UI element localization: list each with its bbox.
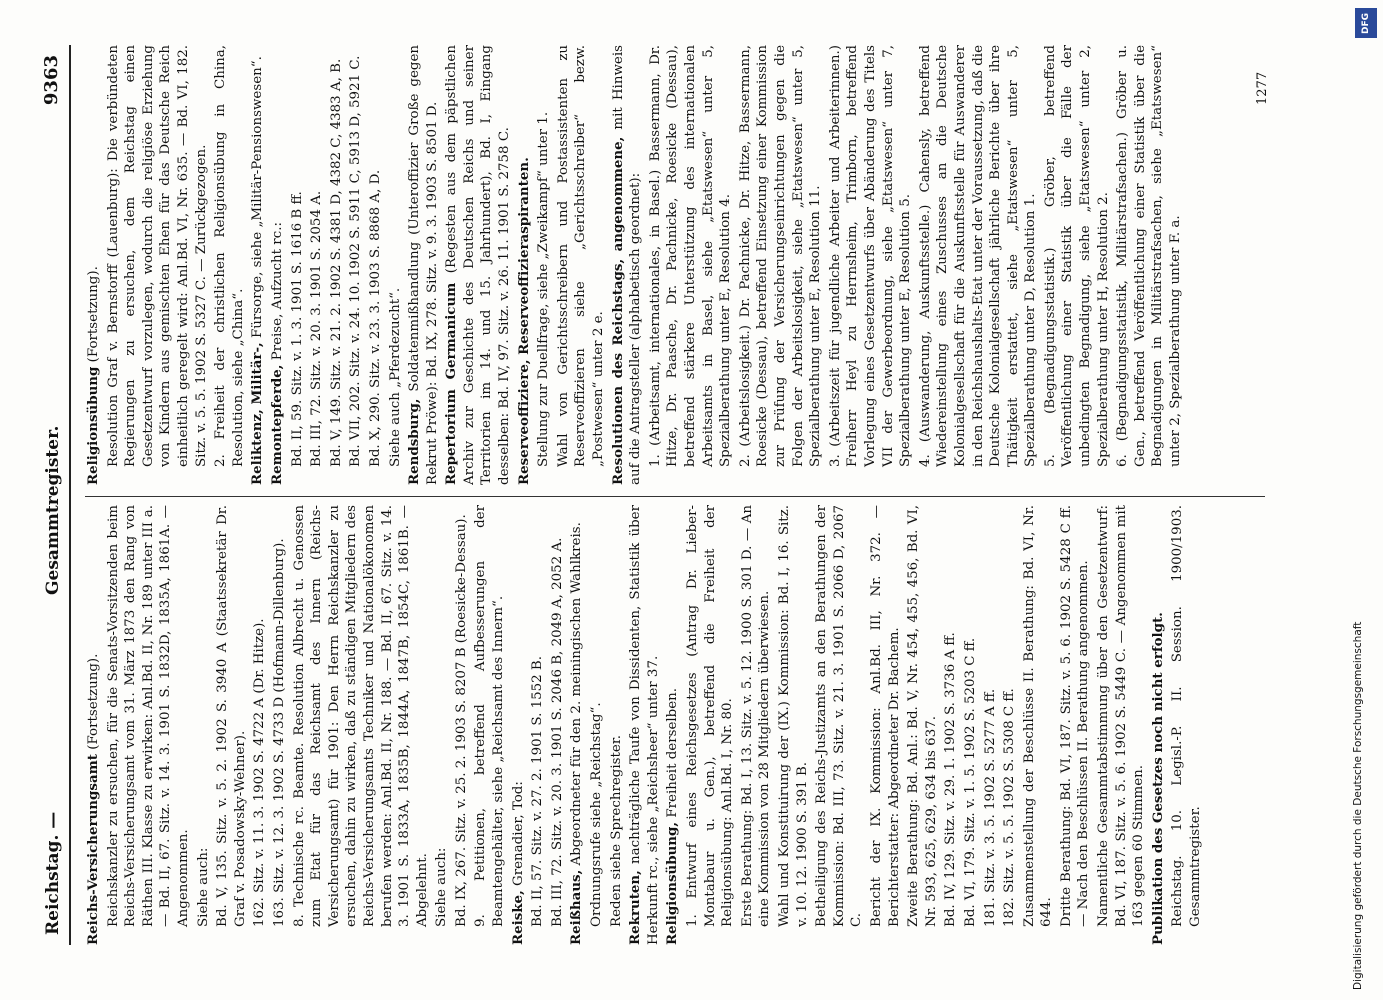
- right-column-entry: Siehe auch „Pferdezucht“.: [387, 287, 403, 467]
- left-column-entry: Zusammenstellung der Beschlüsse II. Berathung: Bd. VI, Nr. 644.: [1021, 505, 1055, 927]
- right-column-entry: Stellung zur Duellfrage, siehe „Zweikampf“ unter 1.: [536, 111, 552, 467]
- left-column-entry: 163. Sitz. v. 12. 3. 1902 S. 4733 D (Hofmann-Dillenburg).: [271, 538, 287, 927]
- entry-heading-rest: Fürsorge, siehe „Militär-Pensionswesen“.: [250, 56, 266, 343]
- header-title: Gesammtregister.: [43, 425, 63, 595]
- header-left: Reichstag. —: [43, 811, 63, 935]
- left-column-entry: Wahl und Konstituirung der (IX.) Kommission: Bd. I, 16. Sitz. v. 10. 12. 1900 S. 391 B.: [776, 505, 810, 927]
- left-column-entry: [85, 505, 103, 945]
- left-column-entry: Erste Berathung: Bd. I, 13. Sitz. v. 5. 12. 1900 S. 301 D. — An eine Kommission von 28 Mitgliedern überwiesen.: [739, 505, 773, 927]
- entry-heading-rest: nachträgliche Taufe von Dissidenten, Statistik über Herkunft rc., siehe „Reichsheer“ unter 37.: [628, 505, 661, 945]
- right-column-entry: Resolution Graf v. Bernstorff (Lauenburg): Die verbündeten Regierungen zu ersuchen, dem Reichstag einen Gesetzentwurf vorzulegen, wodurch die religiöse Erziehung von Kindern aus gemischten Ehen für das Deutsche Reich einheitlich geregelt wird: Anl.Bd. VI, Nr. 635. — Bd. VI, 182. Sitz. v. 5. 5. 1902 S. 5327 C. — Zurückgezogen.: [105, 45, 209, 467]
- left-column-entry: Ordnungsrufe siehe „Reichstag“.: [589, 702, 605, 927]
- left-column-entry: Bd. IX, 267. Sitz. v. 25. 2. 1903 S. 8207 B (Roesicke-Dessau).: [453, 514, 469, 927]
- left-column-entry: Bericht der IX. Kommission: Anl.Bd. III, Nr. 372. — Berichterstatter: Abgeordneter Dr. Bachem.: [868, 505, 902, 927]
- entry-heading-rest: (Fortsetzung).: [86, 266, 101, 367]
- right-column-entry: [516, 45, 534, 485]
- entry-heading: Rendsburg,: [406, 398, 423, 485]
- footer-number: 1277: [1255, 71, 1270, 105]
- right-column-entry: 5. (Begnadigungsstatistik.) Gröber, betreffend Veröffentlichung einer Statistik über die Fälle der unbedingten Begnadigung, siehe „Etatswesen“ unter 2, Spezialberathung unter H, Resolution 2.: [1042, 45, 1111, 467]
- right-column-entry: [406, 45, 441, 485]
- entry-heading: Religionsübung: [85, 366, 101, 485]
- left-column-entry: Bd. II, 57. Sitz. v. 27. 2. 1901 S. 1552 B.: [530, 655, 546, 927]
- right-column-entry: 6. (Begnadigungsstatistik, Militärstrafsachen.) Gröber u. Gen., betreffend Veröffentlichung einer Statistik über die Begnadigungen in Militärstrafsachen, siehe „Etatswesen“ unter 2, Spezialberathung unter F. a.: [1115, 45, 1184, 467]
- entry-heading: Remontepferde,: [268, 364, 285, 485]
- entry-heading-rest: Grenadier, Tod:: [510, 781, 526, 891]
- entry-heading: Reliktenz, Militär-,: [249, 342, 266, 485]
- entry-heading-rest: (Fortsetzung).: [86, 653, 101, 755]
- entry-heading: Rekruten,: [627, 870, 644, 945]
- left-column-entry: 9. Petitionen, betreffend Aufbesserungen der Beamtengehälter, siehe „Reichsamt des Innern“.: [473, 505, 507, 927]
- left-column-entry: Bd. V, 135. Sitz. v. 5. 2. 1902 S. 3940 A (Staatssekretär Dr. Graf v. Posadowsky-Wehner).: [215, 505, 248, 927]
- left-column-entry: [510, 505, 528, 945]
- left-column-entry: Namentliche Gesammtabstimmung über den Gesetzentwurf: Bd. VI, 187. Sitz. v. 5. 6. 1902 S. 5449 C. — Angenommen mit 163 gegen 60 Stimmen.: [1096, 505, 1147, 927]
- right-column-entry: Bd. V, 149. Sitz. v. 21. 2. 1902 S. 4381 D, 4382 C, 4383 A, B.: [328, 58, 344, 467]
- left-column-entry: Siehe auch:: [195, 847, 211, 927]
- entry-heading: Reißhaus,: [568, 869, 585, 945]
- digitization-credit: Digitalisierung gefördert durch die Deutsche Forschungsgemeinschaft: [1352, 621, 1364, 990]
- right-column-entry: Bd. VII, 202. Sitz. v. 24. 10. 1902 S. 5911 C, 5913 D, 5921 C.: [348, 55, 364, 467]
- right-column: [85, 45, 1295, 485]
- left-column-entry: Siehe auch:: [434, 847, 450, 927]
- column-divider: [85, 496, 1265, 497]
- left-column-entry: [568, 505, 586, 945]
- right-column-entry: 3. (Arbeitszeit für jugendliche Arbeiter und Arbeiterinnen.) Freiherr Heyl zu Herrnsheim, Trimborn, betreffend Vorlegung eines Gesetzentwurfs über Abänderung des Titels VII der Gewerbeordnung, siehe „Etatswesen“ unter 7, Spezialberathung unter E, Resolution 5.: [827, 45, 914, 467]
- entry-heading-rest: Abgeordneter für den 2. meiningischen Wahlkreis.: [569, 522, 585, 870]
- left-column-entry: Bd. III, 72. Sitz. v. 20. 3. 1901 S. 2046 B, 2049 A, 2052 A.: [549, 537, 565, 927]
- header-rule: [69, 45, 71, 945]
- right-column-entry: [443, 45, 513, 485]
- page-number: 9363: [41, 55, 62, 106]
- left-column-entry: [627, 505, 662, 945]
- left-column-entry: 182. Sitz. v. 5. 5. 1902 S. 5308 C ff.: [1002, 688, 1018, 927]
- entry-heading-rest: Soldatenmißhandlung (Unteroffizier Große gegen Rekrut Pröwe): Bd. IX, 278. Sitz. v. 9. 3. 1903 S. 8501 D.: [407, 45, 440, 485]
- dfg-logo: DFG: [1355, 8, 1377, 38]
- entry-heading: Repertorium Germanicum: [443, 282, 460, 485]
- left-column-entry: Betheiligung des Reichs-Justizamts an den Berathungen der Kommission: Bd. III, 73. Sitz. v. 21. 3. 1901 S. 2066 D, 2067 C.: [814, 505, 865, 927]
- entry-heading: Resolutionen des Reichstags, angenommene,: [609, 136, 626, 485]
- right-column-entry: 2. Freiheit der christlichen Religionsübung in China, Resolution, siehe „China“.: [213, 45, 246, 467]
- entry-heading-rest: Preise, Aufzucht rc.:: [269, 222, 285, 365]
- right-column-entry: Wahl von Gerichtsschreibern und Postassistenten zu Reserveoffizieren siehe „Gerichtsschreiber“ bezw. „Postwesen“ unter 2 e.: [555, 45, 607, 467]
- right-column-entry: [85, 45, 103, 485]
- right-column-entry: Bd. X, 290. Sitz. v. 23. 3. 1903 S. 8868 A, D.: [367, 169, 383, 467]
- right-column-entry: [610, 45, 645, 485]
- entry-heading: Reiske,: [509, 890, 526, 945]
- right-column-entry: [249, 45, 267, 485]
- left-column-entry: Reden siehe Sprechregister.: [608, 734, 624, 927]
- entry-heading: Publikation des Gesetzes noch nicht erfolgt.: [1149, 612, 1166, 945]
- right-column-entry: Bd. III, 72. Sitz. v. 20. 3. 1901 S. 2054 A.: [309, 190, 325, 467]
- left-column-entry: Reichskanzler zu ersuchen, für die Senats-Vorsitzenden beim Reichs-Versicherungsamt vom 31. März 1873 den Rang von Räthen III. Klasse zu erwirken: Anl.Bd. II, Nr. 189 unter III a. — Bd. II, 67. Sitz. v. 14. 3. 1901 S. 1832D, 1835A, 1861A. — Angenommen.: [105, 505, 191, 927]
- left-column-entry: 1. Entwurf eines Reichsgesetzes (Antrag Dr. Lieber-Montabaur u. Gen.), betreffend die Freiheit der Religionsübung: Anl.Bd. I, Nr. 80.: [685, 505, 736, 927]
- left-column-entry: Bd. VI, 179. Sitz. v. 1. 5. 1902 S. 5203 C ff.: [962, 637, 978, 927]
- right-column-entry: Bd. II, 59. Sitz. v. 1. 3. 1901 S. 1616 B ff.: [289, 191, 305, 467]
- left-column-entry: [1150, 505, 1168, 945]
- left-column: [85, 505, 1295, 945]
- entry-heading-rest: Freiheit derselben.: [665, 687, 681, 822]
- left-column-entry: 181. Sitz. v. 3. 5. 1902 S. 5277 A ff.: [982, 688, 998, 927]
- entry-heading: Reichs-Versicherungsamt: [85, 754, 101, 945]
- left-column-entry: 162. Sitz. v. 11. 3. 1902 S. 4722 A (Dr. Hitze).: [252, 618, 268, 927]
- rotated-page-content: [25, 45, 1325, 955]
- right-column-entry: 2. (Arbeitslosigkeit.) Dr. Pachnicke, Dr. Hitze, Bassermann, Roesicke (Dessau), betreffend Einsetzung einer Kommission zur Prüfung der Versicherungseinrichtungen gegen die Folgen der Arbeitslosigkeit, siehe „Etatswesen“ unter 5, Spezialberathung unter E, Resolution 11.: [737, 45, 824, 467]
- entry-heading-rest: (Regesten aus dem päpstlichen Archiv zur Geschichte des Deutschen Reichs und seiner Territorien im 14. und 15. Jahrhundert), Bd. I, Eingang desselben: Bd. IV, 97. Sitz. v. 26. 11. 1901 S. 2758 C.: [444, 45, 513, 485]
- right-column-entry: 1. (Arbeitsamt, internationales, in Basel.) Bassermann, Dr. Hitze, Dr. Paasche, Dr. Pachnicke, Roesicke (Dessau), betreffend stärkere Unterstützung des internationalen Arbeitsamts in Basel, siehe „Etatswesen“ unter 5, Spezialberathung unter E, Resolution 4.: [647, 45, 734, 467]
- left-column-entry: [664, 505, 682, 945]
- entry-heading: Reserveoffiziere, Reserveoffizieraspiranten.: [515, 157, 532, 485]
- left-column-entry: 8. Technische rc. Beamte. Resolution Albrecht u. Genossen zum Etat für das Reichsamt des Innern (Reichs-Versicherungsamt) für 1901: Den Herrn Reichskanzler zu ersuchen, dahin zu wirken, daß zu ständigen Mitgliedern des Reichs-Versicherungsamts Techniker und Nationalökonomen berufen werden: Anl.Bd. II, Nr. 188. — Bd. II, 67. Sitz. v. 14. 3. 1901 S. 1833A, 1835B, 1844A, 1847B, 1854C, 1861B. — Abgelehnt.: [291, 505, 430, 927]
- left-column-entry: Bd. IV, 129. Sitz. v. 29. 1. 1902 S. 3736 A ff.: [943, 632, 959, 927]
- right-column-entry: [269, 45, 287, 485]
- left-column-entry: Dritte Berathung: Bd. VI, 187. Sitz. v. 5. 6. 1902 S. 5428 C ff. — Nach den Beschlüssen II. Berathung angenommen.: [1058, 505, 1092, 927]
- left-column-entry: Zweite Berathung: Bd. Anl.: Bd. V, Nr. 454, 455, 456, Bd. VI, Nr. 593, 625, 629, 634 bis 637.: [906, 505, 939, 927]
- entry-heading-rest: mit Hinweis auf die Antragsteller (alphabetisch geordnet):: [610, 45, 644, 485]
- left-column-entry: Reichstag. 10. Legisl.-P. II. Session. 1900/1903. Gesammtregister.: [1170, 505, 1204, 927]
- entry-heading: Religionsübung,: [664, 821, 681, 945]
- right-column-entry: 4. (Auswanderung, Auskunftsstelle.) Cahensly, betreffend Wiedereinstellung eines Zuschusses an die Deutsche Kolonialgesellschaft für die Auskunftsstelle für Auswanderer in den Reichshaushalts-Etat unter der Voraussetzung, daß die Deutsche Kolonialgesellschaft jährliche Berichte über ihre Thätigkeit erstattet, siehe „Etatswesen“ unter 5, Spezialberathung unter D, Resolution 1.: [917, 45, 1039, 467]
